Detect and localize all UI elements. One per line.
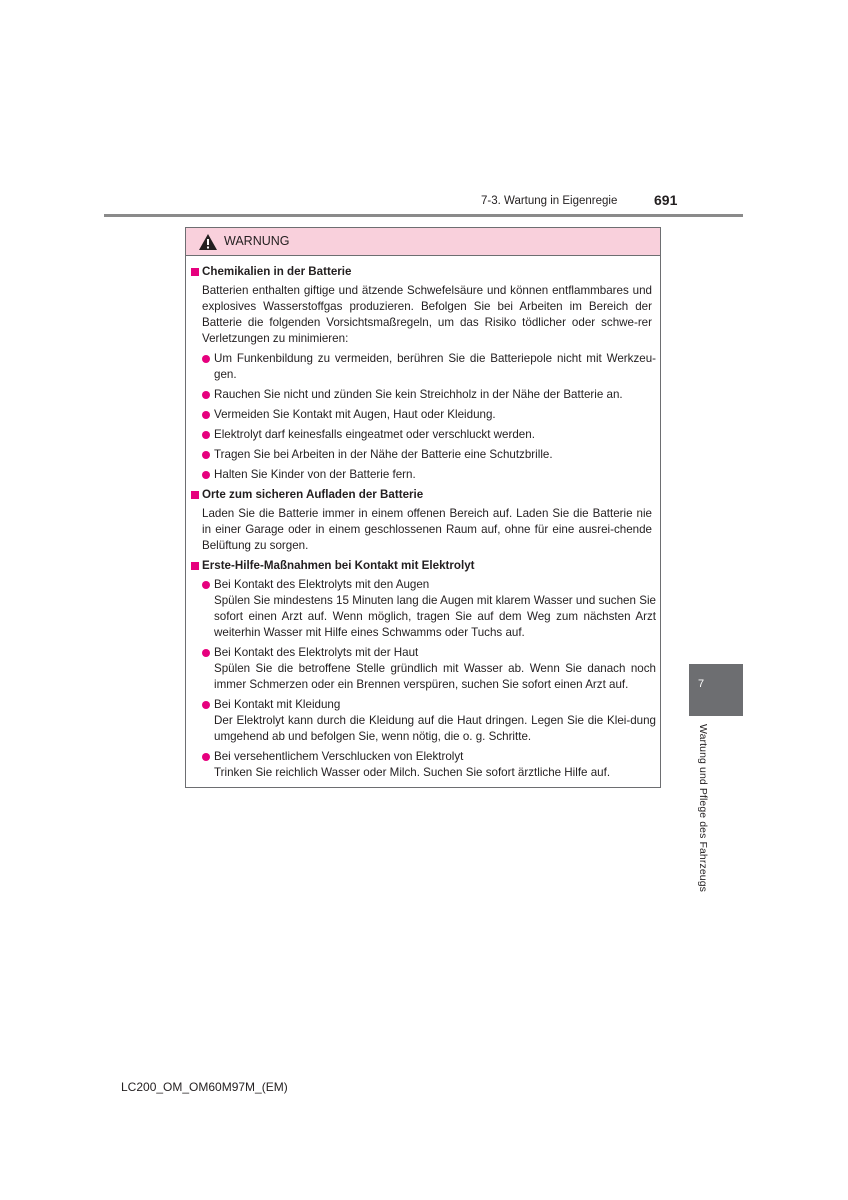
bullet-text: Vermeiden Sie Kontakt mit Augen, Haut oder Kleidung. — [214, 408, 496, 421]
section-heading — [186, 558, 662, 574]
header-rule — [104, 214, 743, 217]
list-item — [186, 697, 662, 745]
bullet-dot — [202, 471, 210, 479]
warning-title: WARNUNG — [224, 234, 290, 248]
list-item — [186, 577, 662, 641]
bullet-dot — [202, 431, 210, 439]
warning-content — [186, 264, 662, 785]
list-item — [186, 467, 662, 483]
section-heading-text: Orte zum sicheren Aufladen der Batterie — [202, 488, 424, 501]
list-item — [186, 427, 662, 443]
bullet-dot — [202, 701, 210, 709]
page-number: 691 — [654, 192, 678, 208]
item-text: Der Elektrolyt kann durch die Kleidung auf die Haut dringen. Legen Sie die Klei-dung umgehend ab und befolgen Sie, wenn nötig, die o. g. Schritte. — [214, 714, 656, 743]
chapter-tab-number: 7 — [698, 678, 705, 690]
footer-code: LC200_OM_OM60M97M_(EM) — [121, 1080, 288, 1094]
section-heading-text: Chemikalien in der Batterie — [202, 265, 352, 278]
bullet-dot — [202, 451, 210, 459]
item-title: Bei versehentlichem Verschlucken von Elektrolyt — [214, 750, 464, 763]
item-title: Bei Kontakt mit Kleidung — [214, 698, 341, 711]
section-paragraph: Laden Sie die Batterie immer in einem offenen Bereich auf. Laden Sie die Batterie nie in einer Garage oder in einem geschlossenen Raum auf, ohne für eine ausrei-chende Belüftung zu sorgen. — [202, 507, 652, 552]
bullet-dot — [202, 355, 210, 363]
bullet-dot — [202, 753, 210, 761]
list-item — [186, 447, 662, 463]
item-text: Spülen Sie die betroffene Stelle gründlich mit Wasser ab. Wenn Sie danach noch immer Schmerzen oder ein Brennen verspüren, suchen Sie sofort einen Arzt auf. — [214, 662, 656, 691]
warning-triangle-icon — [198, 233, 218, 251]
header-section-title: 7-3. Wartung in Eigenregie — [481, 195, 618, 207]
list-item — [186, 407, 662, 423]
bullet-dot — [202, 411, 210, 419]
bullet-dot — [202, 391, 210, 399]
section-marker — [191, 562, 199, 570]
list-item — [186, 645, 662, 693]
chapter-tab — [689, 664, 743, 716]
item-text: Trinken Sie reichlich Wasser oder Milch. Suchen Sie sofort ärztliche Hilfe auf. — [214, 766, 611, 779]
chapter-tab-label: Wartung und Pflege des Fahrzeugs — [697, 724, 709, 892]
warning-box — [185, 227, 661, 788]
bullet-text: Halten Sie Kinder von der Batterie fern. — [214, 468, 416, 481]
bullet-dot — [202, 581, 210, 589]
bullet-dot — [202, 649, 210, 657]
section-heading — [186, 264, 662, 280]
section-marker — [191, 491, 199, 499]
item-title: Bei Kontakt des Elektrolyts mit den Augen — [214, 578, 430, 591]
item-title: Bei Kontakt des Elektrolyts mit der Haut — [214, 646, 419, 659]
warning-header — [186, 228, 660, 256]
section-heading — [186, 487, 662, 503]
section-heading-text: Erste-Hilfe-Maßnahmen bei Kontakt mit Elektrolyt — [202, 559, 475, 572]
item-text: Spülen Sie mindestens 15 Minuten lang die Augen mit klarem Wasser und suchen Sie sofort einen Arzt auf. Wenn möglich, tragen Sie auf dem Weg zum nächsten Arzt weiterhin Wasser mit Hilfe eines Schwamms oder Tuchs auf. — [214, 594, 656, 639]
bullet-text: Um Funkenbildung zu vermeiden, berühren Sie die Batteriepole nicht mit Werkzeu-gen. — [214, 352, 656, 381]
bullet-text: Tragen Sie bei Arbeiten in der Nähe der Batterie eine Schutzbrille. — [214, 448, 553, 461]
list-item — [186, 387, 662, 403]
list-item — [186, 749, 662, 781]
section-paragraph: Batterien enthalten giftige und ätzende Schwefelsäure und können entflammbares und explosives Wasserstoffgas produzieren. Befolgen Sie bei Arbeiten im Bereich der Batterie die folgenden Vorsichtsmaßregeln, um das Risiko tödlicher oder schwe-rer Verletzungen zu minimieren: — [202, 284, 652, 345]
bullet-text: Rauchen Sie nicht und zünden Sie kein Streichholz in der Nähe der Batterie an. — [214, 388, 623, 401]
bullet-text: Elektrolyt darf keinesfalls eingeatmet oder verschluckt werden. — [214, 428, 535, 441]
section-marker — [191, 268, 199, 276]
list-item — [186, 351, 662, 383]
